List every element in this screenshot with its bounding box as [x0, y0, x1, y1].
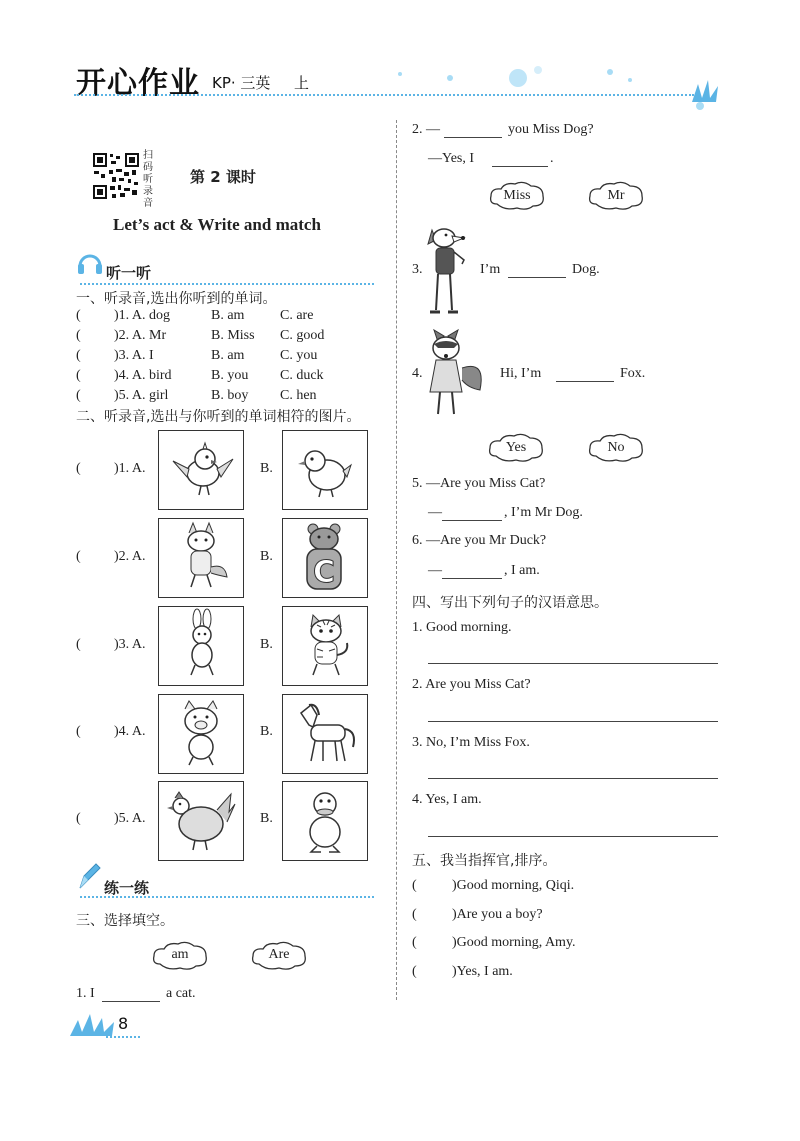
- question-label-a: )1. A.: [114, 461, 146, 476]
- question-option-a: )1. A. dog: [114, 308, 170, 323]
- order-paren[interactable]: (: [412, 935, 417, 950]
- section4-item: 3. No, I’m Miss Fox.: [412, 735, 530, 750]
- pencil-icon: [76, 862, 102, 892]
- q5-line1: 5. —Are you Miss Cat?: [412, 476, 546, 491]
- qr-code: [92, 152, 140, 200]
- q6-line2-post: , I am.: [504, 563, 540, 578]
- headphones-icon: [76, 248, 104, 278]
- qr-caption: 扫码听录音: [143, 150, 153, 209]
- cloud-label-mr: Mr: [607, 188, 625, 203]
- order-paren[interactable]: (: [412, 878, 417, 893]
- question-option-c: C. good: [280, 328, 325, 343]
- lesson-subtitle: Let’s act & Write and match: [113, 215, 321, 234]
- q4-text-post: Fox.: [620, 366, 646, 381]
- section4-title: 四、写出下列句子的汉语意思。: [412, 595, 608, 611]
- lesson-title: 第 2 课时: [190, 168, 256, 186]
- section4-item: 1. Good morning.: [412, 620, 512, 635]
- section1-title: 一、听录音,选出你听到的单词。: [76, 291, 277, 307]
- q2-line2-pre: —Yes, I: [428, 151, 475, 166]
- page-header: [0, 0, 800, 110]
- volume-label: 上: [294, 74, 310, 92]
- q5-line2-post: , I’m Mr Dog.: [504, 505, 583, 520]
- q1-blank[interactable]: [102, 1001, 160, 1002]
- section4-answer-line[interactable]: [428, 721, 718, 722]
- q3-text-pre: I’m: [480, 262, 501, 277]
- question-option-a: )4. A. bird: [114, 368, 172, 383]
- order-sentence: )Yes, I am.: [452, 964, 513, 979]
- answer-paren[interactable]: (: [76, 461, 81, 476]
- option-image-fox[interactable]: [158, 518, 244, 598]
- bear-letter: C: [312, 555, 336, 590]
- column-divider: [396, 120, 397, 1000]
- question-option-a: )2. A. Mr: [114, 328, 167, 343]
- q2-line2-blank[interactable]: [492, 166, 548, 167]
- rabbit-icon: [159, 607, 243, 685]
- answer-paren[interactable]: (: [76, 811, 81, 826]
- fox-figure-icon: [424, 326, 492, 420]
- q2-pre: 2. —: [412, 122, 440, 137]
- question-option-a: )3. A. I: [114, 348, 154, 363]
- q3-blank[interactable]: [508, 277, 566, 278]
- answer-paren[interactable]: (: [76, 328, 81, 343]
- q2-line2-post: .: [550, 151, 554, 166]
- section4-answer-line[interactable]: [428, 778, 718, 779]
- question-label-b: B.: [260, 811, 273, 826]
- section3-title: 三、选择填空。: [76, 913, 174, 929]
- q5-blank[interactable]: [442, 520, 502, 521]
- q3-text-post: Dog.: [572, 262, 600, 277]
- practice-rule: [80, 896, 374, 898]
- question-option-c: C. hen: [280, 388, 317, 403]
- answer-paren[interactable]: (: [76, 308, 81, 323]
- page-number: 8: [118, 1014, 129, 1033]
- option-image-horse[interactable]: [282, 694, 368, 774]
- horse-icon: [283, 695, 367, 773]
- cloud-label-yes: Yes: [505, 440, 527, 455]
- q4-text-pre: Hi, I’m: [500, 366, 542, 381]
- footer-grass-decoration: [68, 1012, 118, 1038]
- section5-title: 五、我当指挥官,排序。: [412, 853, 557, 869]
- cloud-label-are: Are: [268, 947, 290, 962]
- question-label-b: B.: [260, 461, 273, 476]
- answer-paren[interactable]: (: [76, 637, 81, 652]
- answer-paren[interactable]: (: [76, 388, 81, 403]
- order-paren[interactable]: (: [412, 964, 417, 979]
- q6-line1: 6. —Are you Mr Duck?: [412, 533, 547, 548]
- q5-line2-pre: —: [428, 505, 442, 520]
- answer-paren[interactable]: (: [76, 368, 81, 383]
- option-image-hen[interactable]: [158, 781, 244, 861]
- q4-blank[interactable]: [556, 381, 614, 382]
- order-sentence: )Are you a boy?: [452, 907, 543, 922]
- answer-paren[interactable]: (: [76, 348, 81, 363]
- footer-dotted-rule: [106, 1036, 140, 1038]
- option-image-cat[interactable]: [282, 606, 368, 686]
- order-sentence: )Good morning, Qiqi.: [452, 878, 575, 893]
- cloud-label-no: No: [607, 440, 625, 455]
- q2-post: you Miss Dog?: [508, 122, 594, 137]
- q6-line2-pre: —: [428, 563, 442, 578]
- dog-figure-icon: [424, 222, 470, 318]
- section4-answer-line[interactable]: [428, 836, 718, 837]
- order-paren[interactable]: (: [412, 907, 417, 922]
- cloud-label-am: am: [171, 947, 189, 962]
- q3-num: 3.: [412, 262, 423, 277]
- section4-answer-line[interactable]: [428, 663, 718, 664]
- order-sentence: )Good morning, Amy.: [452, 935, 576, 950]
- edition-label: KP· 三英: [212, 74, 271, 92]
- question-option-b: B. boy: [211, 388, 249, 403]
- question-label-a: )3. A.: [114, 637, 146, 652]
- option-image-bird[interactable]: [158, 430, 244, 510]
- bird-icon: [159, 431, 243, 509]
- answer-paren[interactable]: (: [76, 724, 81, 739]
- question-option-b: B. am: [211, 308, 245, 323]
- q1-pre: 1. I: [76, 986, 95, 1001]
- bear-letter-icon: [283, 519, 367, 597]
- option-image-rabbit[interactable]: [158, 606, 244, 686]
- question-label-b: B.: [260, 637, 273, 652]
- option-image-bear-letter[interactable]: [282, 518, 368, 598]
- listen-rule: [80, 283, 374, 285]
- listen-section-label: 听一听: [106, 264, 152, 282]
- question-option-b: B. am: [211, 348, 245, 363]
- question-label-a: )5. A.: [114, 811, 146, 826]
- question-option-a: )5. A. girl: [114, 388, 169, 403]
- question-option-c: C. you: [280, 348, 318, 363]
- question-label-a: )4. A.: [114, 724, 146, 739]
- question-label-b: B.: [260, 724, 273, 739]
- cloud-label-miss: Miss: [503, 188, 531, 203]
- option-image-duck[interactable]: [282, 781, 368, 861]
- q2-blank[interactable]: [444, 137, 502, 138]
- question-label-a: )2. A.: [114, 549, 146, 564]
- section4-item: 2. Are you Miss Cat?: [412, 677, 531, 692]
- section4-item: 4. Yes, I am.: [412, 792, 482, 807]
- question-option-b: B. Miss: [211, 328, 255, 343]
- option-image-pig[interactable]: [158, 694, 244, 774]
- option-image-chick[interactable]: [282, 430, 368, 510]
- section2-title: 二、听录音,选出与你听到的单词相符的图片。: [76, 409, 361, 425]
- question-label-b: B.: [260, 549, 273, 564]
- hen-icon: [159, 782, 243, 860]
- fox-icon: [159, 519, 243, 597]
- question-option-c: C. are: [280, 308, 314, 323]
- q6-blank[interactable]: [442, 578, 502, 579]
- chick-icon: [283, 431, 367, 509]
- brand-title: 开心作业: [76, 66, 200, 101]
- question-option-b: B. you: [211, 368, 249, 383]
- grass-decoration: [690, 78, 724, 104]
- q1-post: a cat.: [166, 986, 196, 1001]
- question-option-c: C. duck: [280, 368, 324, 383]
- pig-icon: [159, 695, 243, 773]
- practice-section-label: 练一练: [104, 879, 150, 897]
- q4-num: 4.: [412, 366, 423, 381]
- duck-icon: [283, 782, 367, 860]
- bubble-decoration: [380, 62, 720, 112]
- answer-paren[interactable]: (: [76, 549, 81, 564]
- cat-icon: [283, 607, 367, 685]
